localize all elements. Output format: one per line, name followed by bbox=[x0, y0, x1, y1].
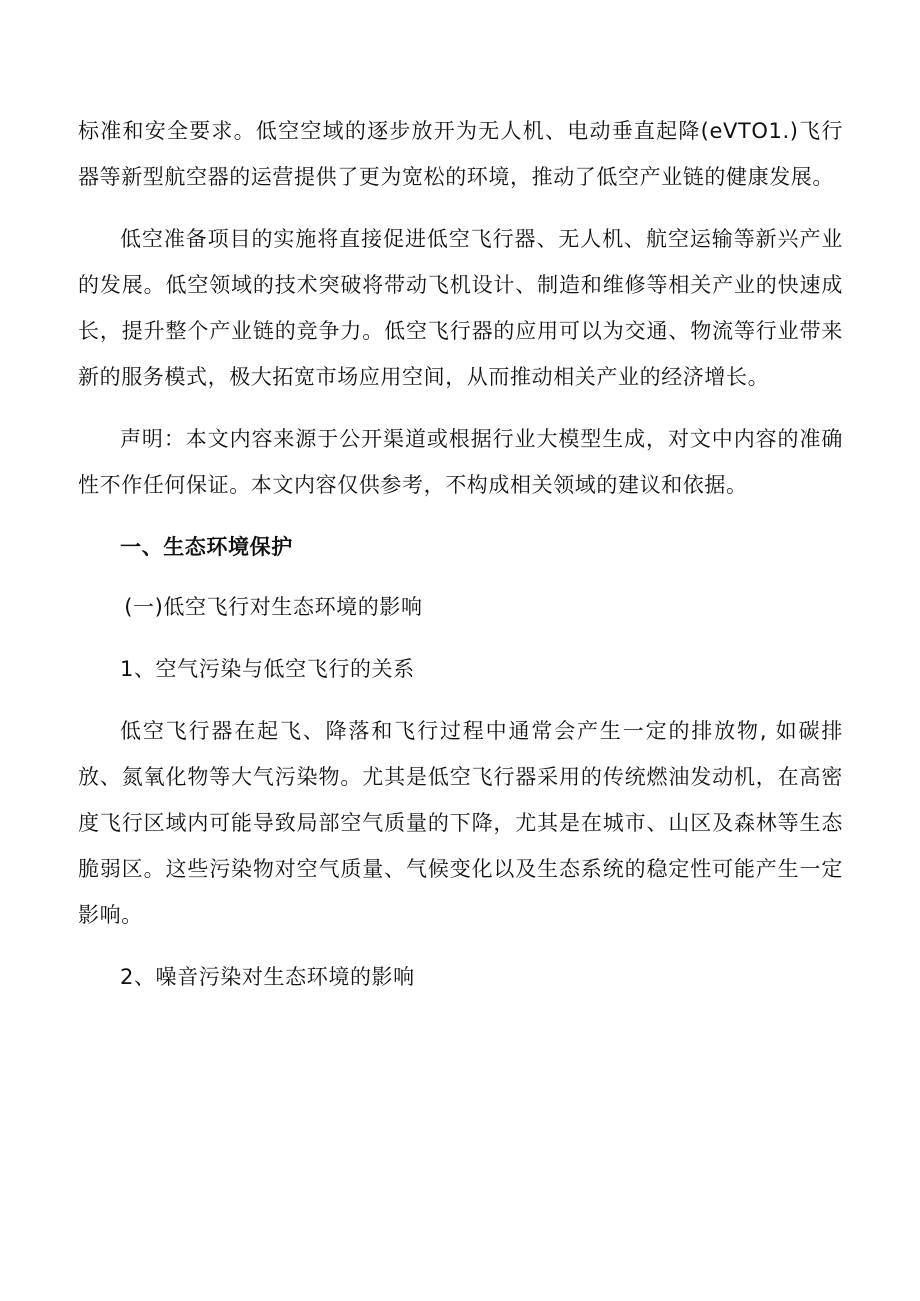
section-heading-ecology: 一、生态环境保护 bbox=[120, 535, 293, 559]
paragraph-continuation: 标准和安全要求。低空空域的逐步放开为无人机、电动垂直起降(eVTO1.)飞行器等新型航空器的运营提供了更为宽松的环境，推动了低空产业链的健康发展。 bbox=[78, 119, 843, 189]
paragraph-industry-development: 低空准备项目的实施将直接促进低空飞行器、无人机、航空运输等新兴产业的发展。低空领域的技术突破将带动飞机设计、制造和维修等相关产业的快速成长，提升整个产业链的竞争力。低空飞行器的应用可以为交通、物流等行业带来新的服务模式，极大拓宽市场应用空间，从而推动相关产业的经济增长。 bbox=[78, 227, 843, 389]
paragraph-air-pollution: 低空飞行器在起飞、降落和飞行过程中通常会产生一定的排放物, 如碳排放、氮氧化物等大气污染物。尤其是低空飞行器采用的传统燃油发动机，在高密度飞行区域内可能导致局部空气质量的下降，尤其是在城市、山区及森林等生态脆弱区。这些污染物对空气质量、气候变化以及生态系统的稳定性可能产生一定影响。 bbox=[78, 719, 843, 927]
subsection-heading-impact: (一)低空飞行对生态环境的影响 bbox=[124, 595, 423, 619]
item-heading-air-pollution: 1、空气污染与低空飞行的关系 bbox=[120, 657, 415, 681]
paragraph-disclaimer: 声明：本文内容来源于公开渠道或根据行业大模型生成，对文中内容的准确性不作任何保证。本文内容仅供参考，不构成相关领域的建议和依据。 bbox=[78, 427, 843, 497]
item-heading-noise-pollution: 2、噪音污染对生态环境的影响 bbox=[120, 965, 415, 989]
document-body bbox=[78, 108, 843, 1016]
